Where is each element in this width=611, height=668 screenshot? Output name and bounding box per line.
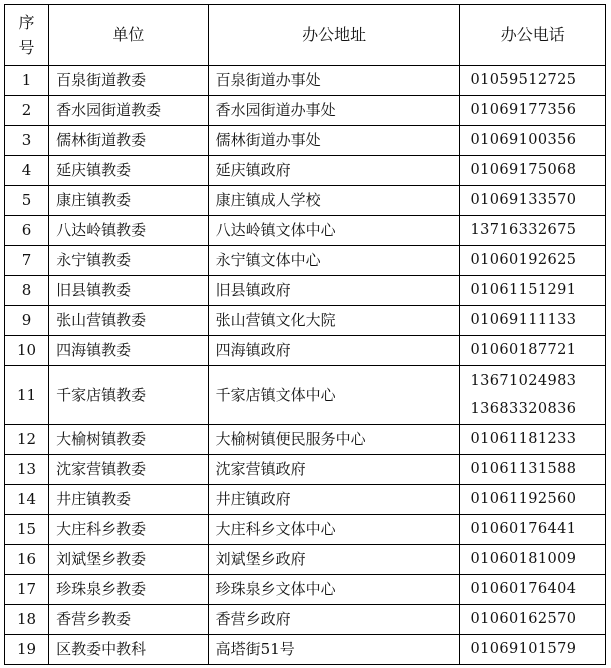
cell-unit: 八达岭镇教委	[49, 216, 209, 246]
cell-address: 张山营镇文化大院	[208, 306, 460, 336]
cell-unit: 区教委中教科	[49, 635, 209, 665]
cell-phone	[460, 336, 606, 366]
phone-number: 01069100356	[470, 132, 577, 148]
cell-address: 儒林街道办事处	[208, 126, 460, 156]
cell-address: 千家店镇文体中心	[208, 366, 460, 425]
cell-phone	[460, 455, 606, 485]
contact-table	[4, 4, 606, 665]
cell-unit: 旧县镇教委	[49, 276, 209, 306]
cell-phone	[460, 635, 606, 665]
cell-no: 1	[5, 66, 49, 96]
cell-address: 康庄镇成人学校	[208, 186, 460, 216]
phone-number: 01061181233	[470, 431, 577, 447]
cell-address: 延庆镇政府	[208, 156, 460, 186]
table-row	[5, 485, 606, 515]
cell-unit: 康庄镇教委	[49, 186, 209, 216]
table-row	[5, 545, 606, 575]
phone-number: 01061192560	[470, 491, 577, 507]
cell-no: 15	[5, 515, 49, 545]
cell-phone	[460, 276, 606, 306]
cell-unit: 儒林街道教委	[49, 126, 209, 156]
table-row	[5, 425, 606, 455]
cell-address: 沈家营镇政府	[208, 455, 460, 485]
table-row	[5, 515, 606, 545]
cell-phone	[460, 545, 606, 575]
cell-address: 四海镇政府	[208, 336, 460, 366]
cell-no: 9	[5, 306, 49, 336]
cell-unit: 张山营镇教委	[49, 306, 209, 336]
table-row	[5, 455, 606, 485]
cell-phone	[460, 425, 606, 455]
phone-number: 01069175068	[470, 162, 577, 178]
cell-address: 永宁镇文体中心	[208, 246, 460, 276]
cell-phone	[460, 156, 606, 186]
header-no: 序号	[5, 5, 49, 66]
table-row	[5, 306, 606, 336]
cell-unit: 香水园街道教委	[49, 96, 209, 126]
phone-number: 01069177356	[470, 102, 577, 118]
cell-phone	[460, 485, 606, 515]
cell-unit: 千家店镇教委	[49, 366, 209, 425]
cell-no: 18	[5, 605, 49, 635]
cell-phone	[460, 605, 606, 635]
cell-no: 13	[5, 455, 49, 485]
cell-no: 5	[5, 186, 49, 216]
cell-address: 大榆树镇便民服务中心	[208, 425, 460, 455]
cell-phone	[460, 306, 606, 336]
cell-phone	[460, 216, 606, 246]
cell-phone	[460, 96, 606, 126]
cell-unit: 四海镇教委	[49, 336, 209, 366]
cell-phone	[460, 366, 606, 425]
cell-unit: 珍珠泉乡教委	[49, 575, 209, 605]
cell-unit: 永宁镇教委	[49, 246, 209, 276]
cell-phone	[460, 575, 606, 605]
phone-number: 13683320836	[470, 401, 577, 417]
cell-no: 17	[5, 575, 49, 605]
phone-number: 01060192625	[470, 252, 577, 268]
phone-number: 13716332675	[470, 222, 577, 238]
table-row	[5, 276, 606, 306]
cell-address: 香营乡政府	[208, 605, 460, 635]
cell-no: 16	[5, 545, 49, 575]
cell-address: 百泉街道办事处	[208, 66, 460, 96]
cell-unit: 沈家营镇教委	[49, 455, 209, 485]
phone-number: 01060181009	[470, 551, 577, 567]
cell-no: 2	[5, 96, 49, 126]
table-row	[5, 575, 606, 605]
cell-unit: 延庆镇教委	[49, 156, 209, 186]
cell-no: 3	[5, 126, 49, 156]
phone-number: 01061131588	[470, 461, 577, 477]
cell-unit: 百泉街道教委	[49, 66, 209, 96]
phone-number: 13671024983	[470, 373, 577, 389]
table-row	[5, 635, 606, 665]
cell-unit: 大庄科乡教委	[49, 515, 209, 545]
phone-number: 01069133570	[470, 192, 577, 208]
table-row	[5, 246, 606, 276]
cell-address: 刘斌堡乡政府	[208, 545, 460, 575]
table-row	[5, 126, 606, 156]
cell-address: 高塔街51号	[208, 635, 460, 665]
cell-unit: 井庄镇教委	[49, 485, 209, 515]
cell-no: 11	[5, 366, 49, 425]
phone-number: 01059512725	[470, 72, 577, 88]
phone-number: 01060176404	[470, 581, 577, 597]
header-address: 办公地址	[208, 5, 460, 66]
header-unit: 单位	[49, 5, 209, 66]
cell-address: 井庄镇政府	[208, 485, 460, 515]
cell-address: 香水园街道办事处	[208, 96, 460, 126]
table-row	[5, 156, 606, 186]
phone-number: 01069111133	[470, 312, 577, 328]
cell-unit: 刘斌堡乡教委	[49, 545, 209, 575]
cell-address: 大庄科乡文体中心	[208, 515, 460, 545]
phone-number: 01069101579	[470, 641, 577, 657]
table-row	[5, 66, 606, 96]
phone-number: 01060176441	[470, 521, 577, 537]
cell-no: 6	[5, 216, 49, 246]
cell-no: 12	[5, 425, 49, 455]
table-header-row	[5, 5, 606, 66]
cell-no: 4	[5, 156, 49, 186]
table-body	[5, 66, 606, 665]
header-phone: 办公电话	[460, 5, 606, 66]
cell-no: 8	[5, 276, 49, 306]
phone-number: 01060187721	[470, 342, 577, 358]
cell-phone	[460, 66, 606, 96]
table-row	[5, 216, 606, 246]
table-row	[5, 96, 606, 126]
table-row	[5, 605, 606, 635]
cell-phone	[460, 515, 606, 545]
table-row	[5, 336, 606, 366]
cell-phone	[460, 186, 606, 216]
cell-no: 10	[5, 336, 49, 366]
cell-unit: 大榆树镇教委	[49, 425, 209, 455]
cell-phone	[460, 126, 606, 156]
phone-number: 01060162570	[470, 611, 577, 627]
cell-no: 19	[5, 635, 49, 665]
table-row	[5, 366, 606, 425]
cell-no: 14	[5, 485, 49, 515]
cell-address: 旧县镇政府	[208, 276, 460, 306]
phone-number: 01061151291	[470, 282, 577, 298]
cell-unit: 香营乡教委	[49, 605, 209, 635]
cell-address: 八达岭镇文体中心	[208, 216, 460, 246]
table-row	[5, 186, 606, 216]
cell-phone	[460, 246, 606, 276]
cell-address: 珍珠泉乡文体中心	[208, 575, 460, 605]
cell-no: 7	[5, 246, 49, 276]
